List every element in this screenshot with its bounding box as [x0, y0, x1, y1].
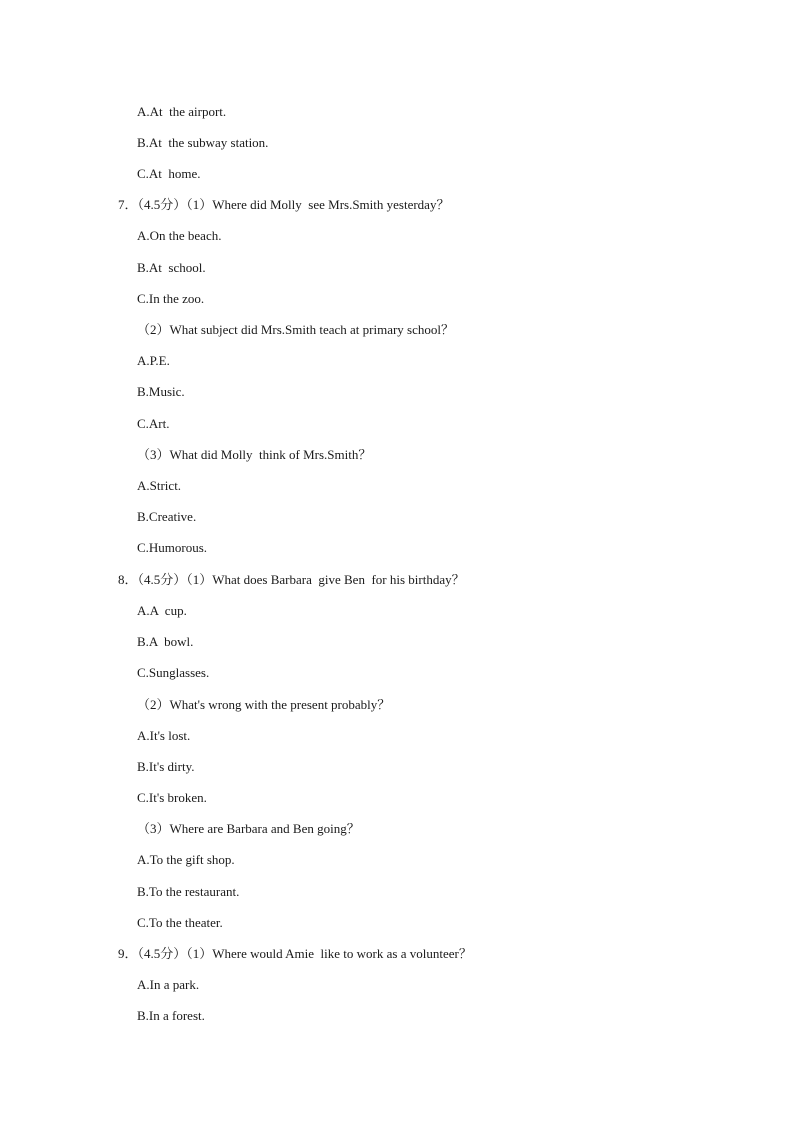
- q7-s3-option-b: B.Creative.: [137, 509, 197, 524]
- q8-header: 8．（4.5分）（1）What does Barbara give Ben for his birthday？: [118, 572, 465, 587]
- q7-s2-question: （2）What subject did Mrs.Smith teach at primary school？: [137, 322, 454, 337]
- q8-s1-option-c: C.Sunglasses.: [137, 665, 210, 680]
- q6-option-a: A.At the airport.: [137, 104, 227, 119]
- q9-s1-option-a: A.In a park.: [137, 977, 200, 992]
- q7-s2-option-b: B.Music.: [137, 384, 185, 399]
- q6-option-b: B.At the subway station.: [137, 135, 269, 150]
- q8-s2-question: （2）What's wrong with the present probably？: [137, 697, 391, 712]
- q9-header: 9．（4.5分）（1）Where would Amie like to work as a volunteer？: [118, 946, 472, 961]
- q6-option-c: C.At home.: [137, 166, 201, 181]
- q7-s3-option-c: C.Humorous.: [137, 540, 208, 555]
- q7-s2-option-c: C.Art.: [137, 416, 170, 431]
- q8-s3-option-c: C.To the theater.: [137, 915, 223, 930]
- q8-s3-option-b: B.To the restaurant.: [137, 884, 240, 899]
- q8-s2-option-a: A.It's lost.: [137, 728, 191, 743]
- q7-s1-option-c: C.In the zoo.: [137, 291, 205, 306]
- q7-s1-option-a: A.On the beach.: [137, 228, 222, 243]
- q8-s2-option-b: B.It's dirty.: [137, 759, 195, 774]
- q8-s1-option-a: A.A cup.: [137, 603, 187, 618]
- q7-s1-option-b: B.At school.: [137, 260, 206, 275]
- q7-s3-question: （3）What did Molly think of Mrs.Smith？: [137, 447, 372, 462]
- q7-s2-option-a: A.P.E.: [137, 353, 170, 368]
- q8-s1-option-b: B.A bowl.: [137, 634, 194, 649]
- q9-s1-option-b: B.In a forest.: [137, 1008, 205, 1023]
- q8-s3-question: （3）Where are Barbara and Ben going？: [137, 821, 360, 836]
- q8-s2-option-c: C.It's broken.: [137, 790, 207, 805]
- q7-header: 7．（4.5分）（1）Where did Molly see Mrs.Smith yesterday？: [118, 197, 450, 212]
- q8-s3-option-a: A.To the gift shop.: [137, 852, 235, 867]
- q7-s3-option-a: A.Strict.: [137, 478, 182, 493]
